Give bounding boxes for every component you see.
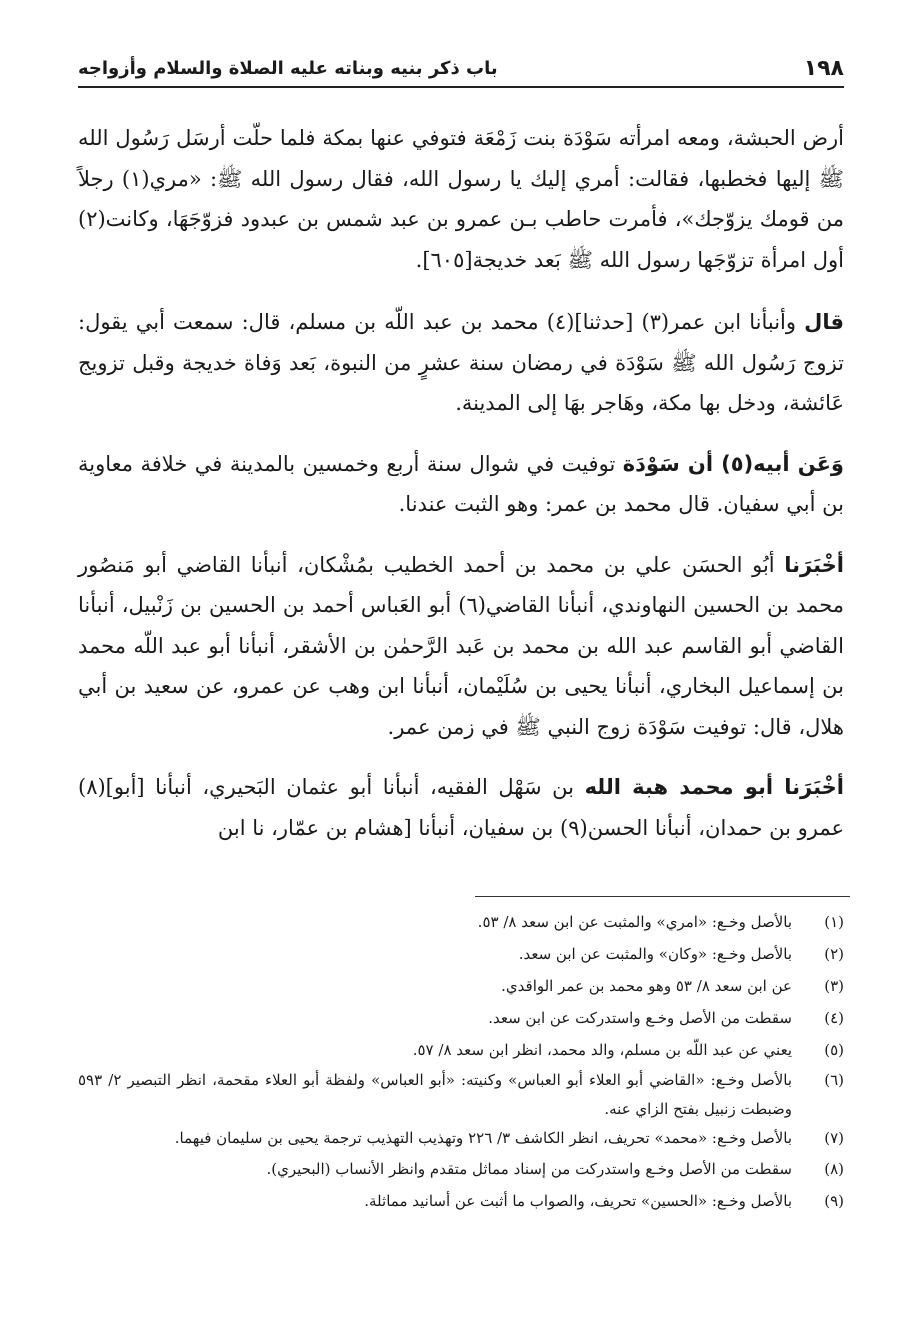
paragraph-2 (78, 302, 844, 424)
paragraph-text: أبُو الحسَن علي بن محمد بن أحمد الخطيب بمُشْكان، أنبأنا القاضي أبو مَنصُور محمد بن الحسين النهاوندي، أنبأنا القاضي(٦) أبو العَباس أحمد بن الحسين بن زَنْبيل، أنبأنا القاضي أبو القاسم عبد الله بن محمد بن عَبد الرَّحمٰن بن الأشقر، أنبأنا أبو عبد اللّه محمد بن إسماعيل البخاري، أنبأنا يحيى بن سُلَيْمان، أنبأنا ابن وهب عن عمرو، عن سعيد بن أبي هلال، قال: توفيت سَوْدَة زوج النبي ﷺ في زمن عمر. (78, 552, 845, 739)
footnote-3 (78, 970, 844, 1002)
footnote-separator (475, 896, 850, 897)
footnote-5 (78, 1034, 844, 1066)
footnote-text: بالأصل وخـع: «وكان» والمثبت عن ابن سعد. (518, 945, 792, 963)
paragraph-text: بن سَهْل الفقيه، أنبأنا أبو عثمان البَحيري، أنبأنا [أبو](٨) عمرو بن حمدان، أنبأنا الحسن(٩) بن سفيان، أنبأنا [هشام بن عمّار، نا ابن (78, 775, 844, 840)
footnote-text: سقطت من الأصل وخـع واستدركت من إسناد مماثل متقدم وانظر الأنساب (البحيري). (266, 1160, 792, 1178)
footnote-number: (٧) (824, 1129, 844, 1147)
footnote-text: بالأصل وخـع: «محمد» تحريف، انظر الكاشف ٣/ ٢٢٦ وتهذيب التهذيب ترجمة يحيى بن سليمان فيهما. (174, 1129, 792, 1147)
running-title: باب ذكر بنيه وبناته عليه الصلاة والسلام وأزواجه (78, 58, 498, 79)
footnote-text: بالأصل وخـع: «امري» والمثبت عن ابن سعد ٨/ ٥٣. (477, 913, 792, 931)
paragraph-text: أرض الحبشة، ومعه امرأته سَوْدَة بنت زَمْعَة فتوفي عنها بمكة فلما حلّت أرسَل رَسُول الله ﷺ إليها فخطبها، فقالت: أمري إليك يا رسول الله، فقال رسول الله ﷺ: «مري(١) رجلاً من قومك يزوّجك»، فأمرت حاطب بـن عمرو بن عبد شمس بن عبدود فزوّجَهَا، وكانت(٢) أول امرأة تزوّجَها رسول الله ﷺ بَعد خديجة[٦٠٥]. (78, 126, 844, 272)
footnote-8 (78, 1153, 844, 1185)
paragraph-text: توفيت في شوال سنة أربع وخمسين بالمدينة في خلافة معاوية بن أبي سفيان. قال محمد بن عمر: وهو الثبت عندنا. (78, 451, 844, 516)
page-number: ١٩٨ (803, 56, 844, 81)
paragraph-5 (78, 767, 844, 848)
paragraph-3 (78, 444, 844, 525)
footnote-number: (٦) (824, 1071, 844, 1089)
paragraph-lead: وَعَن أبيه(٥) أن سَوْدَة (622, 451, 844, 476)
paragraph-lead: أخْبَرَنا أبو محمد هبة الله (584, 775, 844, 799)
footnote-7 (78, 1124, 844, 1153)
footnotes (78, 906, 844, 1217)
paragraph-1 (78, 118, 844, 280)
main-text (78, 118, 844, 848)
footnote-text: يعني عن عبد اللّه بن مسلم، والد محمد، انظر ابن سعد ٨/ ٥٧. (412, 1041, 792, 1059)
footnote-number: (٩) (824, 1192, 844, 1210)
footnote-number: (٢) (824, 945, 844, 963)
footnote-4 (78, 1002, 844, 1034)
footnote-6 (78, 1066, 844, 1124)
paragraph-lead: قال (804, 310, 844, 334)
paragraph-text: وأنبأنا ابن عمر(٣) [حدثنا](٤) محمد بن عبد اللّه بن مسلم، قال: سمعت أبي يقول: تزوج رَسُول الله ﷺ سَوْدَة في رمضان سنة عشرٍ من النبوة، بَعد وَفاة خديجة وقبل تزويج عَائشة، ودخل بها مكة، وهَاجر بهَا إلى المدينة. (78, 310, 844, 415)
footnote-number: (٥) (824, 1041, 844, 1059)
footnote-number: (٤) (824, 1009, 844, 1027)
footnote-text: سقطت من الأصل وخـع واستدركت عن ابن سعد. (488, 1009, 792, 1027)
footnote-number: (١) (824, 913, 844, 931)
paragraph-4 (78, 545, 844, 748)
footnote-2 (78, 938, 844, 970)
footnote-text: بالأصل وخـع: «القاضي أبو العلاء أبو العباس» وكنيته: «أبو العباس» ولفظة أبو العلاء مقحمة، انظر التبصير ٢/ ٥٩٣ وضبطت زنبيل بفتح الزاي عنه. (78, 1071, 792, 1118)
footnote-text: بالأصل وخـع: «الحسين» تحريف، والصواب ما أثبت عن أسانيد مماثلة. (364, 1192, 792, 1210)
page-header (78, 52, 844, 88)
paragraph-lead: أخْبَرَنا (784, 552, 844, 577)
footnote-text: عن ابن سعد ٨/ ٥٣ وهو محمد بن عمر الواقدي. (501, 977, 792, 995)
footnote-1 (78, 906, 844, 938)
footnote-9 (78, 1185, 844, 1217)
footnote-number: (٨) (824, 1160, 844, 1178)
footnote-number: (٣) (824, 977, 844, 995)
